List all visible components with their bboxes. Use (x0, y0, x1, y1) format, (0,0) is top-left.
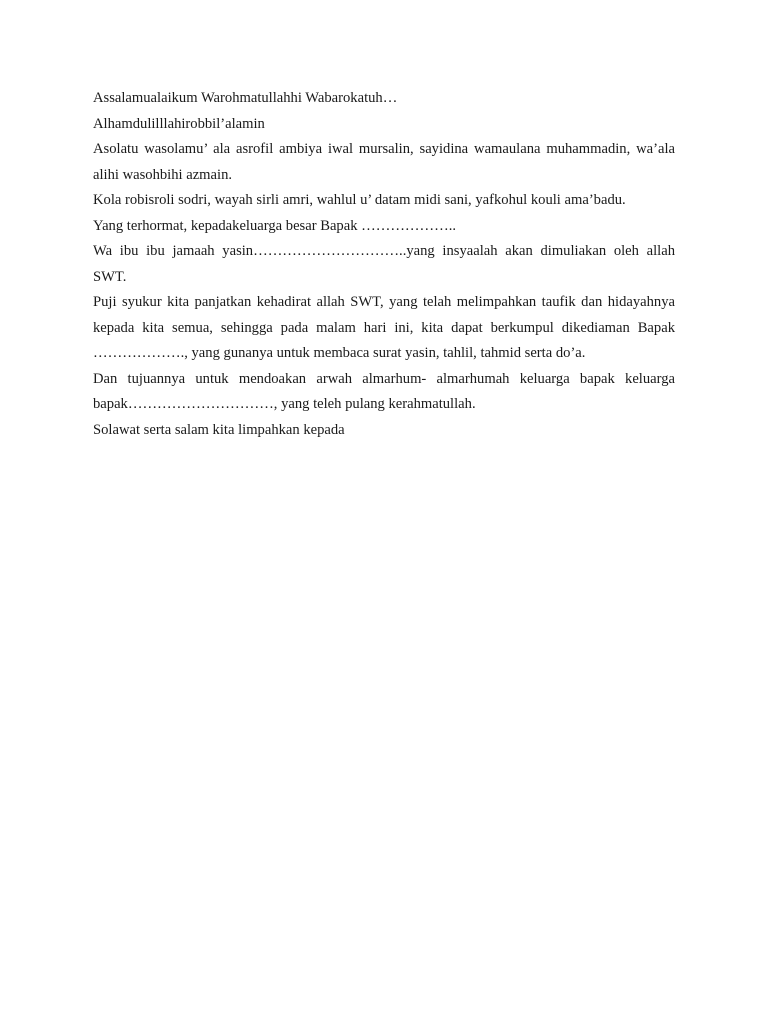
paragraph-salawat-opening: Asolatu wasolamu’ ala asrofil ambiya iwal mursalin, sayidina wamaulana muhammadin, wa’ala alihi wasohbihi azmain. (93, 141, 675, 183)
paragraph-hamdalah: Alhamdulilllahirobbil’alamin (93, 115, 265, 132)
paragraph-prayer: Kola robisroli sodri, wayah sirli amri, wahlul u’ datam midi sani, yafkohul kouli ama’badu. (93, 192, 626, 208)
document-body (93, 86, 675, 443)
paragraph-congregation: Wa ibu ibu jamaah yasin…………………………..yang insyaalah akan dimuliakan oleh allah SWT. (93, 243, 675, 285)
paragraph-salawat: Solawat serta salam kita limpahkan kepada (93, 421, 345, 438)
paragraph-respected-family: Yang terhormat, kepadakeluarga besar Bapak ……………….. (93, 217, 456, 234)
paragraph-greeting: Assalamualaikum Warohmatullahhi Wabarokatuh… (93, 90, 398, 106)
paragraph-gratitude: Puji syukur kita panjatkan kehadirat allah SWT, yang telah melimpahkan taufik dan hidayahnya kepada kita semua, sehingga pada malam hari ini, kita dapat berkumpul dikediaman Bapak ………………., yang gunanya untuk membaca surat yasin, tahlil, tahmid serta do’a. (93, 294, 675, 361)
paragraph-purpose: Dan tujuannya untuk mendoakan arwah almarhum- almarhumah keluarga bapak keluarga bapak…………………………, yang teleh pulang kerahmatullah. (93, 370, 675, 412)
